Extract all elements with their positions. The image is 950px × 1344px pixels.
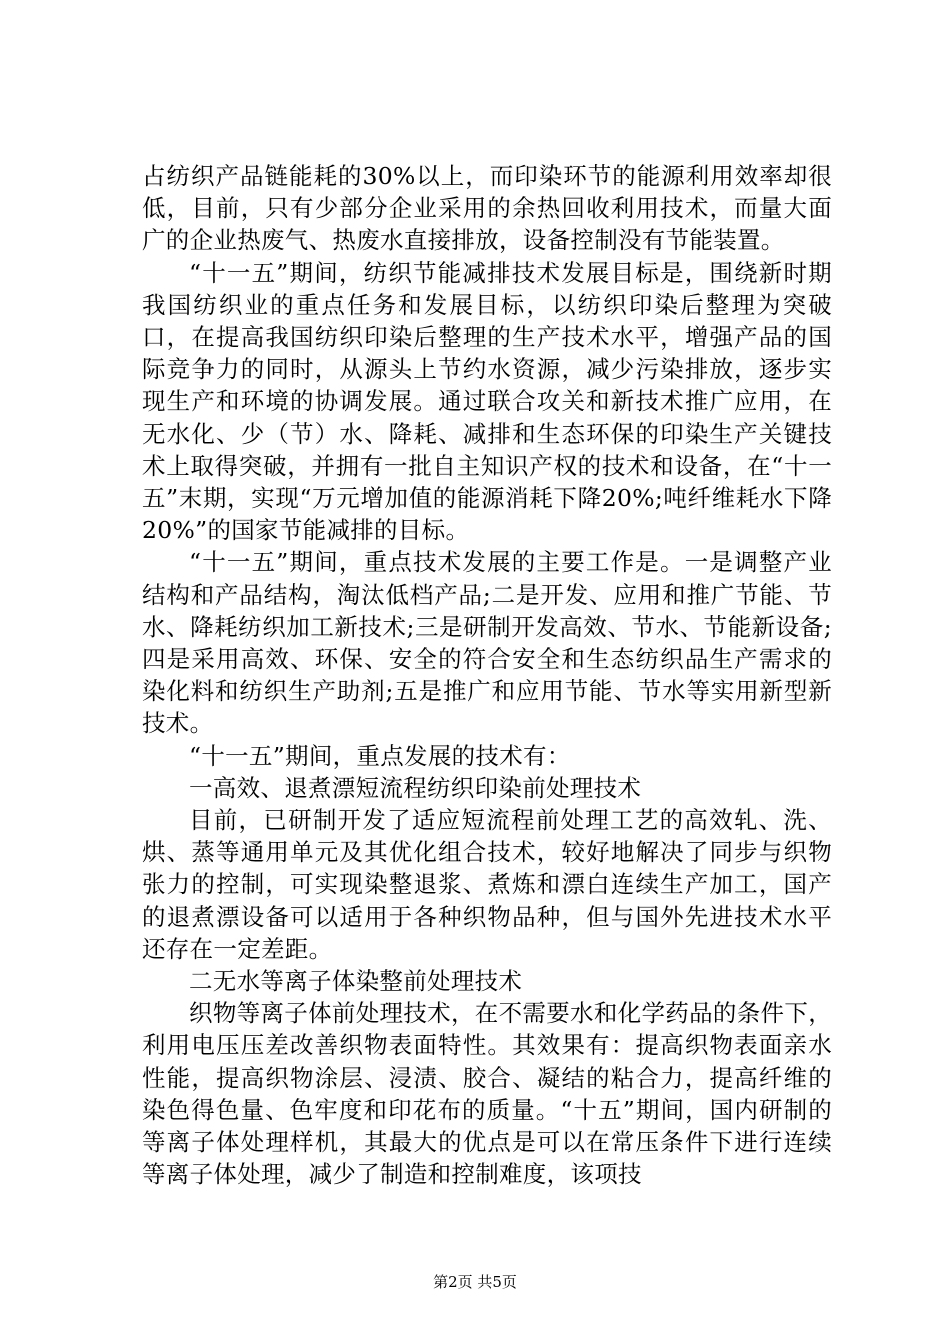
paragraph-6: 织物等离子体前处理技术，在不需要水和化学药品的条件下，利用电压压差改善织物表面特性。其效果有：提高织物表面亲水性能，提高织物涂层、浸渍、胶合、凝结的粘合力，提高纤维的染色得色量、色牢度和印花布的质量。“十五”期间，国内研制的等离子体处理样机，其最大的优点是可以在常压条件下进行连续等离子体处理，减少了制造和控制难度，该项技	[142, 999, 832, 1189]
section-heading-2: 二无水等离子体染整前处理技术	[189, 967, 523, 996]
paragraph-1: 占纺织产品链能耗的30%以上，而印染环节的能源利用效率却很低，目前，只有少部分企业采用的余热回收利用技术，而量大面广的企业热废气、热废水直接排放，设备控制没有节能装置。	[142, 162, 832, 255]
page-number-label: 第2页 共5页	[433, 1273, 517, 1291]
section-heading-1: 一高效、退煮漂短流程纺织印染前处理技术	[189, 773, 642, 802]
page-footer	[0, 1272, 950, 1292]
document-body	[142, 160, 832, 1191]
paragraph-2: “十一五”期间，纺织节能减排技术发展目标是，围绕新时期我国纺织业的重点任务和发展目标，以纺织印染后整理为突破口，在提高我国纺织印染后整理的生产技术水平，增强产品的国际竞争力的同时，从源头上节约水资源，减少污染排放，逐步实现生产和环境的协调发展。通过联合攻关和新技术推广应用，在无水化、少（节）水、降耗、减排和生态环保的印染生产关键技术上取得突破，并拥有一批自主知识产权的技术和设备，在“十一五”末期，实现“万元增加值的能源消耗下降20%;吨纤维耗水下降20%”的国家节能减排的目标。	[142, 258, 832, 545]
paragraph-3: “十一五”期间，重点技术发展的主要工作是。一是调整产业结构和产品结构，淘汰低档产品;二是开发、应用和推广节能、节水、降耗纺织加工新技术;三是研制开发高效、节水、节能新设备;四是采用高效、环保、安全的符合安全和生态纺织品生产需求的染化料和纺织生产助剂;五是推广和应用节能、节水等实用新型新技术。	[142, 548, 832, 738]
paragraph-5: 目前，已研制开发了适应短流程前处理工艺的高效轧、洗、烘、蒸等通用单元及其优化组合技术，较好地解决了同步与织物张力的控制，可实现染整退浆、煮炼和漂白连续生产加工，国产的退煮漂设备可以适用于各种织物品种，但与国外先进技术水平还存在一定差距。	[142, 806, 832, 963]
paragraph-4: “十一五”期间，重点发展的技术有：	[189, 741, 571, 770]
